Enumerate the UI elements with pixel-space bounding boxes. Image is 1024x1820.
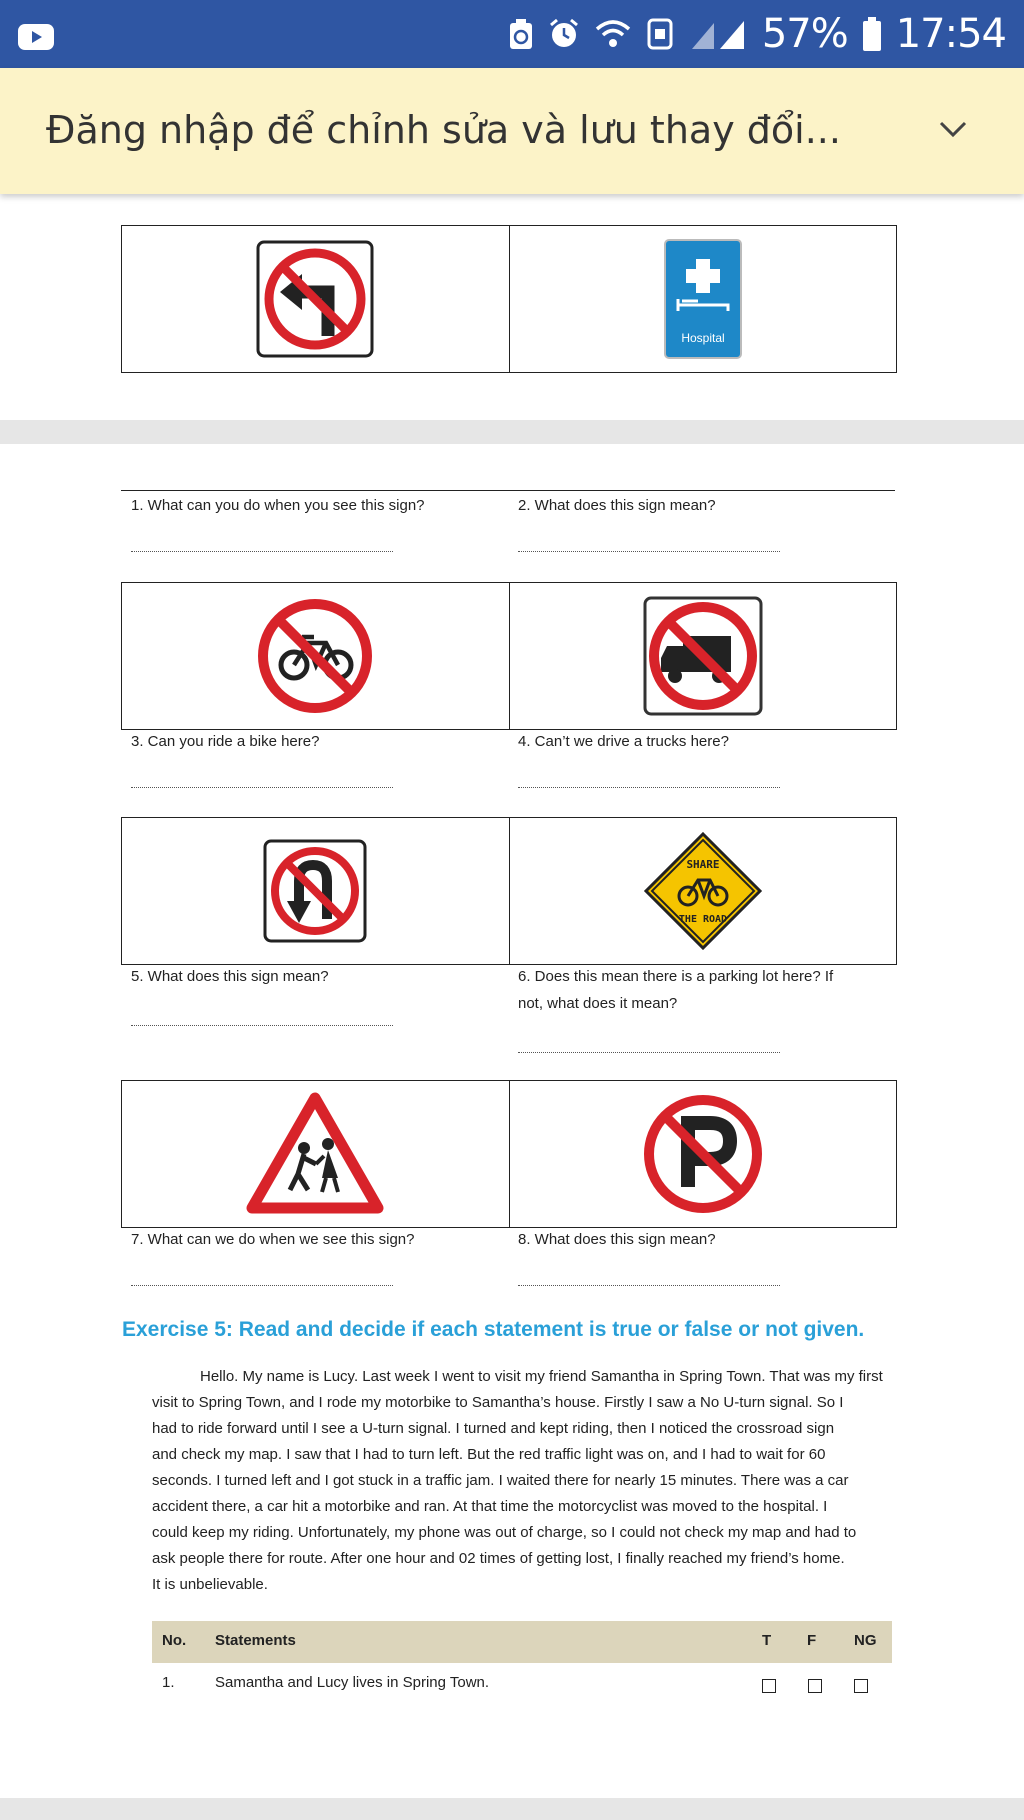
no-left-turn-sign <box>256 240 374 358</box>
no-u-turn-sign <box>263 839 367 943</box>
statements-table <box>152 1621 892 1707</box>
row-statement: Samantha and Lucy lives in Spring Town. <box>215 1674 490 1691</box>
reading-passage <box>152 1364 972 1598</box>
false-checkbox[interactable] <box>808 1679 822 1693</box>
table-row <box>152 1663 892 1707</box>
children-crossing-sign <box>246 1092 384 1216</box>
chevron-down-icon[interactable] <box>938 120 968 140</box>
sign-in-banner[interactable] <box>0 68 1024 194</box>
question-4: 4. Can’t we drive a trucks here? <box>518 733 729 750</box>
sign-table-row-2 <box>121 817 897 965</box>
passage-line: had to ride forward until I see a U-turn signal. I turned and kept riding, then I noticed the crossroad sign <box>152 1420 835 1437</box>
passage-line: and check my map. I saw that I had to turn left. But the red traffic light was on, and I had to wait for 60 <box>152 1446 826 1463</box>
answer-line-8[interactable] <box>518 1285 780 1286</box>
answer-line-5[interactable] <box>131 1025 393 1026</box>
answer-line-2[interactable] <box>518 551 780 552</box>
alarm-icon <box>548 17 580 51</box>
header-t: T <box>762 1632 772 1649</box>
question-7: 7. What can we do when we see this sign? <box>131 1231 415 1248</box>
wifi-icon <box>594 17 632 51</box>
passage-line: visit to Spring Town, and I rode my motorbike to Samantha’s house. Firstly I saw a No U-turn signal. So I <box>152 1394 844 1411</box>
share-label: SHARE <box>686 858 720 871</box>
answer-line-7[interactable] <box>131 1285 393 1286</box>
question-2: 2. What does this sign mean? <box>518 497 716 514</box>
nfc-icon <box>646 17 674 51</box>
hospital-sign <box>664 239 742 359</box>
header-ng: NG <box>854 1632 877 1649</box>
true-checkbox[interactable] <box>762 1679 776 1693</box>
answer-line-3[interactable] <box>131 787 393 788</box>
sync-icon <box>508 17 534 51</box>
question-8: 8. What does this sign mean? <box>518 1231 716 1248</box>
share-the-road-sign <box>644 832 762 950</box>
row-number: 1. <box>162 1674 175 1691</box>
answer-line-4[interactable] <box>518 787 780 788</box>
no-bicycles-sign <box>258 599 372 713</box>
not-given-checkbox[interactable] <box>854 1679 868 1693</box>
sign-table-row-3 <box>121 1080 897 1228</box>
answer-line-1[interactable] <box>131 551 393 552</box>
no-parking-sign <box>644 1095 762 1213</box>
status-bar <box>0 0 1024 68</box>
no-trucks-sign <box>643 596 763 716</box>
header-statements: Statements <box>215 1632 296 1649</box>
document-page-1 <box>0 194 1024 420</box>
question-6-cont: not, what does it mean? <box>518 995 678 1012</box>
question-6: 6. Does this mean there is a parking lot here? If <box>518 968 834 985</box>
passage-line: could keep my riding. Unfortunately, my phone was out of charge, so I could not check my map and had to <box>152 1524 857 1541</box>
answer-line-6[interactable] <box>518 1052 780 1053</box>
statements-header <box>152 1621 892 1663</box>
header-no: No. <box>162 1632 187 1649</box>
passage-line: Hello. My name is Lucy. Last week I went to visit my friend Samantha in Spring Town. That was my first <box>200 1368 883 1385</box>
battery-icon <box>862 16 882 52</box>
passage-line: It is unbelievable. <box>152 1576 268 1593</box>
youtube-icon <box>16 20 56 54</box>
table-top-rule <box>121 490 895 491</box>
passage-line: accident there, a car hit a motorbike and ran. At that time the motorcyclist was moved to the hospital. I <box>152 1498 828 1515</box>
the-road-label: THE ROAD <box>678 914 727 925</box>
question-5: 5. What does this sign mean? <box>131 968 329 985</box>
passage-line: seconds. I turned left and I got stuck in a traffic jam. I waited there for nearly 15 minutes. There was a car <box>152 1472 849 1489</box>
passage-line: ask people there for route. After one hour and 02 times of getting lost, I finally reached my friend’s home. <box>152 1550 845 1567</box>
hospital-label: Hospital <box>681 331 725 345</box>
header-f: F <box>807 1632 817 1649</box>
question-1: 1. What can you do when you see this sign? <box>131 497 425 514</box>
banner-text: Đăng nhập để chỉnh sửa và lưu thay đổi... <box>46 108 841 152</box>
clock: 17:54 <box>895 11 1006 57</box>
sign-table-row-0 <box>121 225 897 373</box>
battery-percent: 57% <box>761 11 848 57</box>
question-3: 3. Can you ride a bike here? <box>131 733 320 750</box>
exercise-5-title: Exercise 5: Read and decide if each statement is true or false or not given. <box>122 1318 865 1341</box>
sign-table-row-1 <box>121 582 897 730</box>
signal-icon <box>688 17 748 51</box>
